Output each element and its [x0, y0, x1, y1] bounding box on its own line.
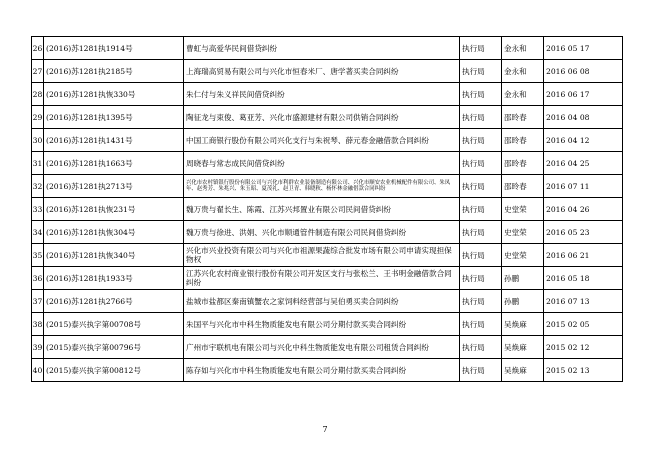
department: 执行局 [460, 290, 502, 313]
case-number: (2016)苏1281执2713号 [44, 175, 184, 198]
row-number: 28 [32, 83, 44, 106]
judge-name: 史堂荣 [502, 244, 544, 267]
row-number: 26 [32, 37, 44, 60]
department: 执行局 [460, 221, 502, 244]
filing-date: 2015 02 13 [544, 359, 623, 382]
table-row [32, 267, 623, 290]
case-parties: 上海瑞高贸易有限公司与兴化市恒春米厂、唐学著买卖合同纠纷 [184, 60, 460, 83]
table-row [32, 336, 623, 359]
judge-name: 邵昤春 [502, 175, 544, 198]
case-number: (2016)苏1281执恢304号 [44, 221, 184, 244]
judge-name: 金永和 [502, 60, 544, 83]
case-number: (2016)苏1281执1663号 [44, 152, 184, 175]
case-parties: 江苏兴化农村商业银行股份有限公司开发区支行与张松兰、王书明金融借款合同纠纷 [184, 267, 460, 290]
department: 执行局 [460, 198, 502, 221]
table-row [32, 313, 623, 336]
case-number: (2016)苏1281执1914号 [44, 37, 184, 60]
case-table [31, 36, 623, 382]
case-number: (2016)苏1281执2185号 [44, 60, 184, 83]
filing-date: 2016 04 08 [544, 106, 623, 129]
department: 执行局 [460, 37, 502, 60]
filing-date: 2016 06 08 [544, 60, 623, 83]
department: 执行局 [460, 129, 502, 152]
judge-name: 孙鹏 [502, 290, 544, 313]
page-number: 7 [322, 425, 328, 434]
table-row [32, 244, 623, 267]
case-number: (2016)苏1281执2766号 [44, 290, 184, 313]
case-parties: 陶征龙与束俊、葛亚芳、兴化市盛源建材有限公司供销合同纠纷 [184, 106, 460, 129]
row-number: 39 [32, 336, 44, 359]
case-parties: 周晓春与常志成民间借贷纠纷 [184, 152, 460, 175]
judge-name: 吴焕麻 [502, 336, 544, 359]
row-number: 35 [32, 244, 44, 267]
table-row [32, 359, 623, 382]
table-row [32, 129, 623, 152]
table-row [32, 37, 623, 60]
case-number: (2016)苏1281执1933号 [44, 267, 184, 290]
judge-name: 邵昤春 [502, 152, 544, 175]
filing-date: 2015 02 05 [544, 313, 623, 336]
filing-date: 2016 06 17 [544, 83, 623, 106]
case-parties: 魏万贵与徐进、洪娟、兴化市顺通管件制造有限公司民间借贷纠纷 [184, 221, 460, 244]
row-number: 27 [32, 60, 44, 83]
case-number: (2016)苏1281执1395号 [44, 106, 184, 129]
department: 执行局 [460, 359, 502, 382]
case-number: (2016)苏1281执恢330号 [44, 83, 184, 106]
judge-name: 邵昤春 [502, 129, 544, 152]
judge-name: 金永和 [502, 83, 544, 106]
judge-name: 史堂荣 [502, 198, 544, 221]
department: 执行局 [460, 60, 502, 83]
judge-name: 孙鹏 [502, 267, 544, 290]
row-number: 33 [32, 198, 44, 221]
department: 执行局 [460, 175, 502, 198]
row-number: 37 [32, 290, 44, 313]
filing-date: 2016 04 12 [544, 129, 623, 152]
filing-date: 2016 07 13 [544, 290, 623, 313]
filing-date: 2015 02 12 [544, 336, 623, 359]
table-row [32, 83, 623, 106]
department: 执行局 [460, 336, 502, 359]
case-number: (2016)苏1281执1431号 [44, 129, 184, 152]
case-parties: 广州市宇联机电有限公司与兴化中科生物质能发电有限公司租赁合同纠纷 [184, 336, 460, 359]
judge-name: 吴焕麻 [502, 359, 544, 382]
row-number: 40 [32, 359, 44, 382]
table-row [32, 152, 623, 175]
case-parties: 朱仁付与朱义祥民间借贷纠纷 [184, 83, 460, 106]
filing-date: 2016 06 21 [544, 244, 623, 267]
filing-date: 2016 05 23 [544, 221, 623, 244]
filing-date: 2016 07 11 [544, 175, 623, 198]
case-parties: 盐城市盐都区秦南镇蟹农之家饲料经营部与吴伯勇买卖合同纠纷 [184, 290, 460, 313]
department: 执行局 [460, 244, 502, 267]
department: 执行局 [460, 152, 502, 175]
case-table-body [32, 37, 623, 382]
department: 执行局 [460, 106, 502, 129]
case-number: (2016)苏1281执恢340号 [44, 244, 184, 267]
case-number: (2015)泰兴执字第00796号 [44, 336, 184, 359]
row-number: 29 [32, 106, 44, 129]
table-row [32, 60, 623, 83]
row-number: 36 [32, 267, 44, 290]
case-number: (2016)苏1281执恢231号 [44, 198, 184, 221]
table-row [32, 221, 623, 244]
table-row [32, 290, 623, 313]
row-number: 32 [32, 175, 44, 198]
case-number: (2015)泰兴执字第00708号 [44, 313, 184, 336]
table-row [32, 106, 623, 129]
judge-name: 金永和 [502, 37, 544, 60]
case-parties: 陈存如与兴化市中科生物质能发电有限公司分期付款买卖合同纠纷 [184, 359, 460, 382]
case-parties: 中国工商银行股份有限公司兴化支行与朱祝琴、薛元春金融借款合同纠纷 [184, 129, 460, 152]
department: 执行局 [460, 267, 502, 290]
filing-date: 2016 04 25 [544, 152, 623, 175]
case-number: (2015)泰兴执字第00812号 [44, 359, 184, 382]
judge-name: 邵昤春 [502, 106, 544, 129]
case-parties: 朱国平与兴化市中科生物质能发电有限公司分期付款买卖合同纠纷 [184, 313, 460, 336]
row-number: 34 [32, 221, 44, 244]
department: 执行局 [460, 83, 502, 106]
judge-name: 吴焕麻 [502, 313, 544, 336]
row-number: 31 [32, 152, 44, 175]
table-row [32, 198, 623, 221]
row-number: 38 [32, 313, 44, 336]
filing-date: 2016 05 18 [544, 267, 623, 290]
judge-name: 史堂荣 [502, 221, 544, 244]
case-parties: 兴化市农村镇银行股份有限公司与兴化市利群农业装备制造有限公司、兴化市顺安农业机械配件有限公司、朱凤年、赵秀芳、朱兆兴、朱玉昭、夏茂礼、赵卫青、韩晓秋、杨怀林金融借款合同纠纷 [184, 175, 460, 198]
filing-date: 2016 04 26 [544, 198, 623, 221]
case-parties: 魏万贵与翟长生、陈霞、江苏兴邦置业有限公司民间借贷纠纷 [184, 198, 460, 221]
department: 执行局 [460, 313, 502, 336]
row-number: 30 [32, 129, 44, 152]
table-row [32, 175, 623, 198]
filing-date: 2016 05 17 [544, 37, 623, 60]
case-parties: 曹虹与高爱华民间借贷纠纷 [184, 37, 460, 60]
case-parties: 兴化市兴业投资有限公司与兴化市祖源果蔬综合批发市场有限公司申请实现担保物权 [184, 244, 460, 267]
